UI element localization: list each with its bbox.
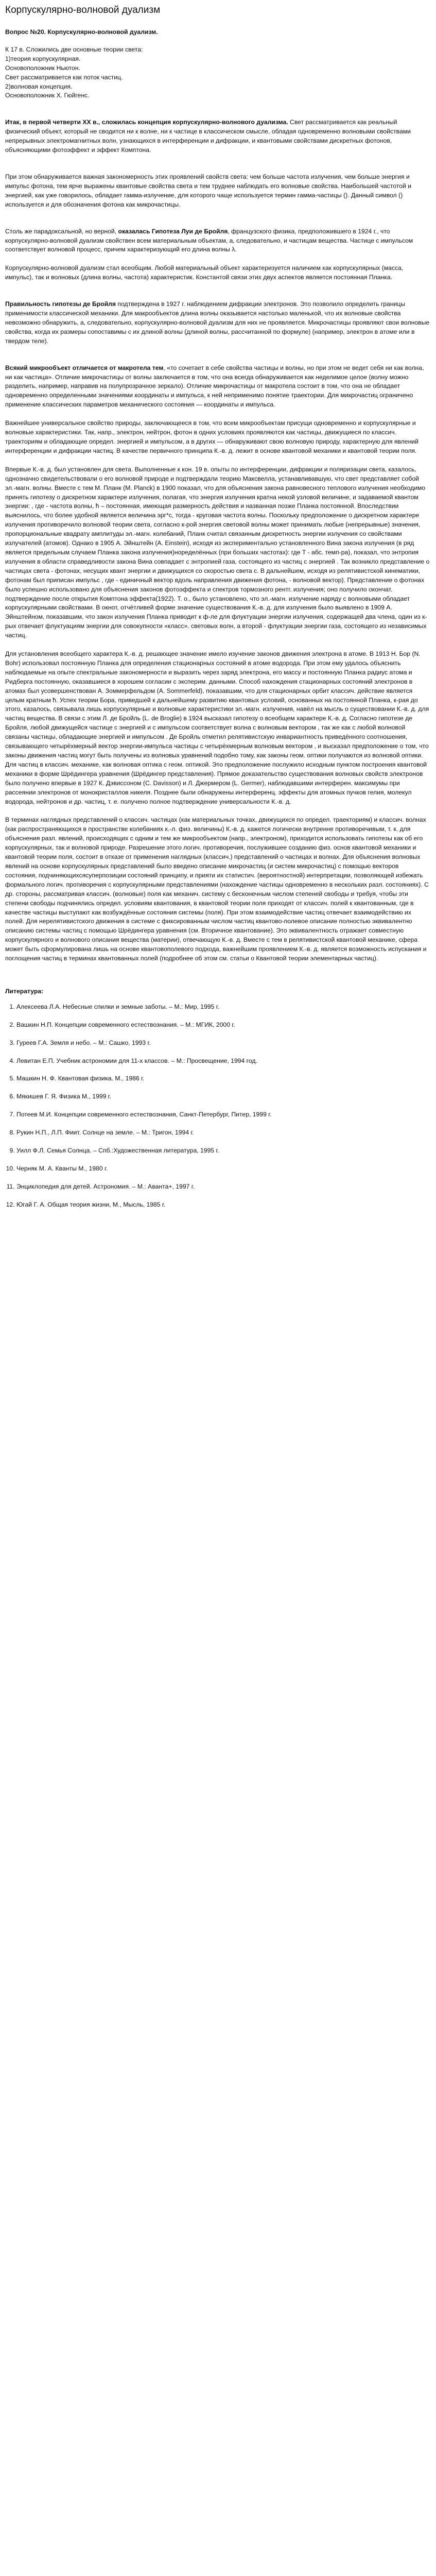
list-item: 6. Мякишев Г. Я. Физика М., 1999 г. bbox=[16, 1092, 430, 1101]
p3-bold: оказалась Гипотеза Луи де Бройля bbox=[118, 227, 228, 235]
intro-line: Основоположник Х. Гюйгенс. bbox=[5, 92, 90, 99]
intro-line: Свет рассматривается как поток частиц. bbox=[5, 73, 123, 81]
literature-list bbox=[5, 1003, 430, 1210]
list-item: 10. Черняк М. А. Кванты М., 1980 г. bbox=[16, 1164, 430, 1174]
list-item: 7. Потеев М.И. Концепции современного естествознания, Санкт-Петербург, Питер, 1999 г. bbox=[16, 1110, 430, 1120]
list-item: 2. Вашкин Н.П. Концепции современного естествознания. – М.: МГИК, 2000 г. bbox=[16, 1021, 430, 1030]
list-item: 8. Рукин Н.П., Л.П. Фиит. Солнце на земле. – М.: Тригон, 1994 г. bbox=[16, 1128, 430, 1138]
paragraph-7: Важнейшее универсальное свойство природы, заключающееся в том, что всем микрообъектам присущи одновременно и корпускулярные и волновые характеристики. Так, напр., электрон, нейтрон, фотон в одних условиях проявляются как частицы, движущиеся по классич. траекториям и обладающие определ. энергией и импульсом, а в других — обнаруживают свою волновую природу, характерную для явлений интерференции и дифракции частиц. В качестве первичного принципа К.-в. д. лежит в основе квантовой механики и квантовой теории поля. bbox=[5, 419, 418, 454]
intro-block bbox=[5, 45, 430, 100]
list-item: 12. Югай Г. А. Общая теория жизни, М., Мысль, 1985 г. bbox=[16, 1200, 430, 1210]
intro-line: 1)теория корпускулярная. bbox=[5, 55, 81, 62]
p3-text-c: , французского физика, предположившего в 1924 г., что корпускулярно-волновой дуализм свойствен всем материальным объектам, а, следовательно, и частицам вещества. Частице с импульсом соответствует волновой процесс, причем характеризующий его длина волны λ. bbox=[5, 227, 413, 253]
p1-bold: Итак, в первой четверти XX в., сложилась концепция корпускулярно-волнового дуализма. bbox=[5, 118, 288, 126]
list-item: 11. Энциклопедия для детей. Астрономия. – М.: Аванта+, 1997 г. bbox=[16, 1182, 430, 1192]
p1-text: Свет рассматривается как реальный физический объект, который не сводится ни к волне, ни к частице в классическом смысле, обладая одновременно волновыми свойствами непрерывных электромагнитных волн, узнающихся в интерференции и дифракции, и квантовыми свойствами дискретных фотонов, объясняющими фотоэффект и эффект Комптона. bbox=[5, 118, 411, 154]
paragraph-8: Впервые К.-в. д. был установлен для света. Выполненные к кон. 19 в. опыты по интерференции, дифракции и поляризации света, казалось, однозначно свидетельствовали о его волновой природе и подтверждали теорию Максвелла, устанавливавшую, что свет представляет собой эл.-магн. волны. Вместе с тем М. Планк (M. Planck) в 1900 показал, что для объяснения закона равновесного теплового излучения необходимо принять гипотезу о дискретном характере излучения, полагая, что энергия излучения кратна некой узловой величине, и задаваемой квантом энергии: , где - частота волны, ħ – постоянная, имеющая размерность действия и названная позже Планка постоянной. Впоследствии выяснилось, что более удобной является величина эрг*с, тогда - круговая частота волны. Поскольку предположение о дискретном характере излучения противоречило волновой теории света, согласно к-рой энергия световой волны может принимать любые (непрерывные) значения, пропорциональные квадрату амплитуды эл.-магн. колебаний, Планк считал связанным дискретность энергии излучения со свойствами излучателей (атомов). Однако в 1905 А. Эйнштейн (A. Einstein), исходя из экспериментально установленного Вина закона излучения (в ряд является предельным случаем Планка закона излучения)ноределённых (при больших частотах): где T - абс. темп-ра), показал, что энтропия излучения в области справедливости закона Вина совпадает с энтропией газа, состоящего из частиц с энергией . Так возникло представление о частицах света - фотонах, несущих квант энергии и движущихся со скоростью света с. В дальнейшем, исходя из релятивистской кинематики, фотонам был приписан импульс , где - единичный вектор вдоль направления движения фотона, - волновой вектор). Представление о фотонах было успешно использовано для объяснения законов фотоэффекта и спектров тормозного рентг. излучения; оно получило окончат. подтверждение после открытия Комптона эффекта(1922). Т. о., было установлено, что эл.-магн. излучение наряду с волновыми обладает корпускулярными свойствами. В окнот, отчётливей форме значение существования К.-в. д. для излучения было выявлено в 1909 А. Эйнштейном, показавшим, что закон излучения Планка приводит к ф-ле для флуктуации энергии излучения, содержащей два члена, один из к-рых отвечает флуктуациям энергии для совокупности «класс». световых волн, а второй - флуктуации энергии газа, состоящего из независимых частиц. bbox=[5, 465, 430, 639]
paragraph-3 bbox=[5, 227, 430, 255]
paragraph-1 bbox=[5, 118, 430, 155]
paragraph-6 bbox=[5, 364, 430, 410]
p6-text: , «то сочетает в себе свойства частицы и волны, но при этом не ведет себя ни как волна, ни как частица». Отличие микрочастицы от волны заключается в том, что она всегда обнаруживается как неделимое целое (волну можно разделить, например, направив на полупрозрачное зеркало). Отличие микрочастицы от макротела состоит в том, что она не обладает одновременно определенными значениями координаты и импульса, к ней неприменимо понятие траектории. Для микрочастиц ограничено применение классических параметров механического состояния — координаты и импульса. bbox=[5, 364, 424, 409]
paragraph-2: При этом обнаруживается важная закономерность этих проявлений свойств света: чем больше частота излучения, чем больше энергия и импульс фотона, тем ярче выражены квантовые свойства света и тем труднее наблюдать его волновые свойства. Наибольшей частотой и энергией, как уже говорилось, обладает гамма-излучение, для которого чаще используется термин гамма-частицы (). Данный символ () используется и для обозначения фотона как микрочастицы. bbox=[5, 173, 412, 208]
paragraph-5 bbox=[5, 300, 430, 346]
p5-text: подтверждена в 1927 г. наблюдением дифракции электронов. Это позволило определить границы применимости классической механики. Для макрообъектов длина волны оказывается настолько маленькой, что их волновые свойства невозможно обнаружить, а, следовательно, корпускулярно-волновой дуализм для них не проявляется. Микрочастицы проявляют свои волновые свойства, когда их размеры сопоставимы с их длиной волны (длиной волны, рассчитанной по формуле) (например, электрон в атоме или в твердом теле). bbox=[5, 300, 430, 345]
list-item: 1. Алексеева Л.А. Небесные спилки и земные заботы. – М.: Мир, 1995 г. bbox=[16, 1003, 430, 1012]
list-item: 9. Уилл Ф.Л. Семья Солнца. – Спб.:Художественная литература, 1995 г. bbox=[16, 1146, 430, 1156]
list-item: 3. Гуреев Г.А. Земля и небо. – М.: Сашко, 1993 г. bbox=[16, 1039, 430, 1048]
intro-line: К 17 в. Сложились две основные теории света: bbox=[5, 45, 143, 53]
p5-bold: Правильность гипотезы де Бройля bbox=[5, 300, 116, 308]
list-item: 5. Машкин Н. Ф. Квантовая физика. М., 1986 г. bbox=[16, 1074, 430, 1083]
paragraph-10: В терминах наглядных представлений о классич. частицах (как материальных точках, движущихся по определ. траекториям) и классич. волнах (как распространяющихся в пространстве колебаниях к.-л. физ. величины) К.-в. д. кажется логически внутренне противоречивым, т. к. для объяснения разл. явлений, происходящих с одним и тем же микрообъектом (напр., электроном), приходится использовать гипотезы как об его корпускулярных, так и волновой природе. Разрешение этого логич. противоречия, послужившее созданию физ. основ квантовой механики и квантовой теории поля, состоит в отказе от применения наглядных (классич.) представлений о частицах и волнах. Для объяснения волновых явлений на основе корпускулярных представлений было введено описание микрочастиц (и систем микрочастиц) с помощью векторов состояния, подчиняющихсясуперпозиции состояний принципу, и прияти их статистич. (вероятностной) интерпретации, позволяющей избежать формального логич. противоречия с корпускулярными представлениями (нахождение частицы одновременно в нескольких разл. состояниях). С др. стороны, рассматривая классич. (волновые) поля как механич. систему с бесконечным числом степеней свободы и требуя, чтобы эти степени свободы подчинялись определ. условиям квантования, в квантовой теории поля приходят от классич. полей к квантованным, где в качестве частицы выступают как возбуждённые состояния системы (поля). При этом взаимодействие частиц отвечает взаимодействию их полей. Для нерелятивистского движения в системе с фиксированным числом частиц квантово-полевое описание полностью эквивалентно описанию системы частиц с помощью Шрёдингера уравнения (см. Вторичное квантование). Это эквивалентность отражает совместную корпускулярного и волнового описания вещества (материи), отвечающую К.-в. д. Вместе с тем в релятивистской квантовой механике, сфера может быть сформулирована лишь на основе квантовополевого подхода, важнейшим проявлением К.-в. д. является возможность испускания и поглощения частиц в терминах квантованных полей (подробнее об этом см. статьи о Квантовой теории элементарных частиц). bbox=[5, 816, 429, 962]
document-page bbox=[0, 0, 436, 1210]
intro-line: Основоположник Ньютон. bbox=[5, 64, 80, 72]
intro-line: 2)волновая концепция. bbox=[5, 82, 73, 90]
p3-text-a: Столь же парадоксальной, но верной, bbox=[5, 227, 118, 235]
p6-bold: Всякий микрообъект отличается от макротела тем bbox=[5, 364, 164, 371]
page-title: Корпускулярно-волновой дуализм bbox=[5, 5, 161, 15]
paragraph-4: Корпускулярно-волновой дуализм стал всеобщим. Любой материальный объект характеризуется наличием как корпускулярных (масса, импульс), так и волновых (длина волны, частота) характеристик. Константой связи этих двух аспектов является постоянная Планка. bbox=[5, 264, 404, 281]
paragraph-9: Для установления всеобщего характера К.-в. д. решающее значение имело изучение законов движения электрона в атоме. В 1913 Н. Бор (N. Bohr) использовал постоянную Планка для определения стационарных состояний в атоме водорода. При этом ему удалось объяснить наблюдаемые на опыте спектральные закономерности и выразить через заряд электрона, его массу и постоянную Планка радиус атома и Ридберга постоянную, оказавшиеся в хорошем согласии с эксперим. данными. Способ нахождения стационарных состояний электронов в атомах был усовершенствован А. Зоммерфельдом (A. Sommerfeld), показавшим, что для стационарных орбит классич. действие является целым кратным ħ. Успех теории Бора, приведшей к дальнейшему развитию квантовых условий, основанных на постоянной Планка, к-рая до этого, казалось, связывала лишь корпускулярные и волновые характеристики эл.-магн. излучения, навёл на мысль о существовании К.-в. д. для частиц вещества. В связи с этим Л. де Бройль (L. de Broglie) в 1924 высказал гипотезу о всеобщем характере К.-в. д. Согласно гипотезе де Бройля, любой движущейся частице с энергией и с импульсом соответствует волна с волновым вектором , так же как с любой волновой связаны частицы, обладающие энергией и импульсом . Де Бройль отметил релятивистскую инвариантность приведённого соотношения, связывающего четырёхмерный вектор энергии-импульса частицы с четырёхмерным волновым вектором , и высказал предположение о том, что законы движения частиц могут быть получены из волновых уравнений подобно тому, как законы геом. оптики получаются из волновой оптики. Для частиц в классич. механике, как волновая оптика с геом. оптикой. Это предположение послужило исходным пунктом построения квантовой механики в форме Шрёдингера уравнения (Шрёдингер представления). Прямое доказательство существования волновых свойств электронов было получено впервые в 1927 К. Дэвиссоном (C. Davisson) и Л. Джермером (L. Germer), наблюдавшими интерферен. максимумы при рассеянии электронов от монокристаллов никеля. Позднее были обнаружены интерференц. эффекты для атомных пучков гелия, молекул водорода, нейтронов и др. частиц, т. е. получено полное подтверждение универсальности К.-в. д. bbox=[5, 650, 429, 805]
question-heading: Вопрос №20. Корпускулярно-волновой дуализм. bbox=[5, 28, 158, 36]
list-item: 4. Левитан Е.П. Учебник астрономии для 11-х классов. – М.: Просвещение, 1994 год. bbox=[16, 1057, 430, 1066]
literature-heading: Литература: bbox=[5, 987, 44, 995]
